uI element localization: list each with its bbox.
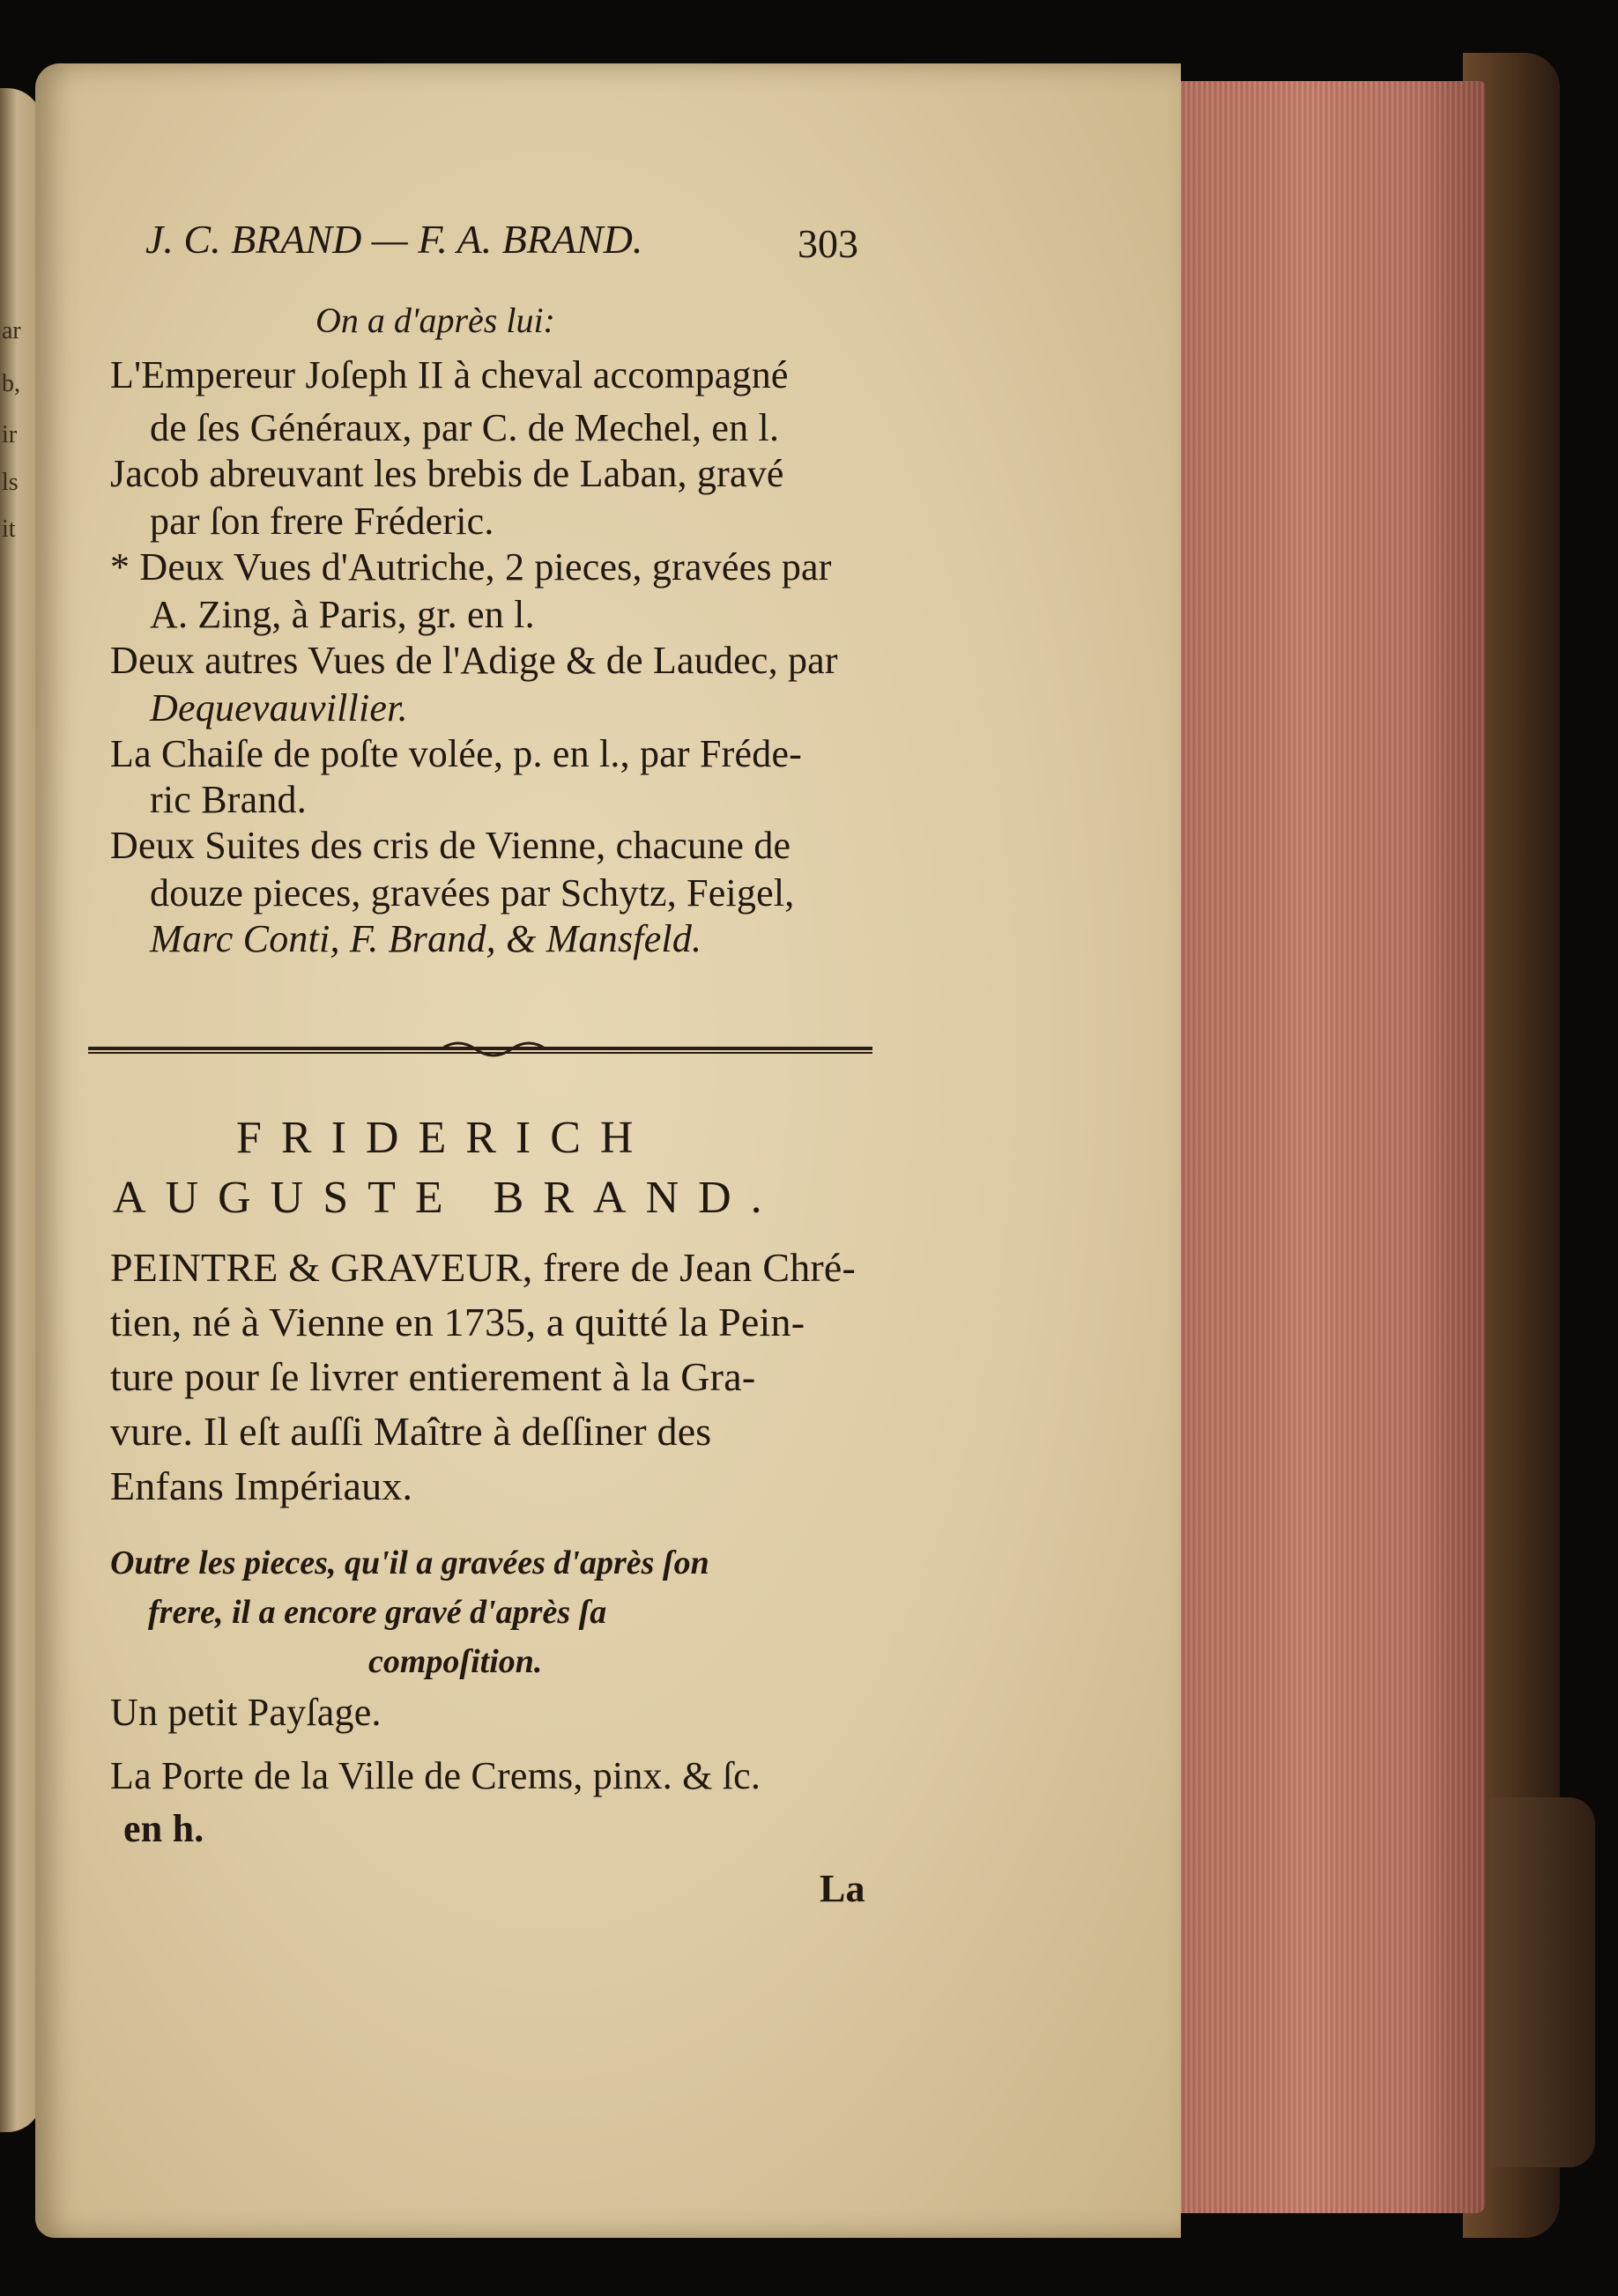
entry-line: Deux autres Vues de l'Adige & de Laudec, par [110,639,838,682]
red-page-fore-edge [1159,81,1485,2213]
entry-line: La Porte de la Ville de Crems, pinx. & ſc. [110,1754,761,1797]
entry-line: Jacob abreuvant les brebis de Laban, gravé [110,452,784,495]
title-line-1: FRIDERICH [236,1113,653,1163]
bio-line: Enfans Impériaux. [110,1463,413,1508]
entry-line: * Deux Vues d'Autriche, 2 pieces, gravées par [110,545,832,589]
entry-line: ric Brand. [150,778,307,821]
entry-line: A. Zing, à Paris, gr. en l. [150,593,535,636]
bio-line: vure. Il eſt auſſi Maître à deſſiner des [110,1409,712,1454]
bio-line: ture pour ſe livrer entierement à la Gra- [110,1354,756,1399]
left-page-fragment: ar [2,317,21,344]
after-intro: On a d'après lui: [315,300,555,340]
page-number: 303 [798,221,858,266]
left-page-fragment: ir [2,421,18,448]
left-page-fragment: it [2,515,16,543]
outre-line: compoſition. [368,1643,543,1680]
entry-line: douze pieces, gravées par Schytz, Feigel, [150,871,795,915]
entry-line: en h. [123,1807,204,1850]
running-head: J. C. BRAND — F. A. BRAND. [145,217,643,262]
entry-line: Marc Conti, F. Brand, & Mansfeld. [150,917,702,960]
entry-line: Un petit Payſage. [110,1691,382,1734]
entry-line: par ſon frere Fréderic. [150,500,494,543]
title-line-2: AUGUSTE BRAND. [113,1173,782,1223]
outre-line: frere, il a encore gravé d'après ſa [148,1594,607,1631]
outre-line: Outre les pieces, qu'il a gravées d'après ſon [110,1544,709,1581]
left-page-fragment: ls [2,469,19,496]
catchword: La [820,1867,865,1910]
entry-line: de ſes Généraux, par C. de Mechel, en l. [150,406,780,449]
entry-line: Dequevauvillier. [150,686,408,730]
entry-line: La Chaiſe de poſte volée, p. en l., par Fréde- [110,732,803,775]
bio-line: tien, né à Vienne en 1735, a quitté la Pein- [110,1300,805,1344]
bio-line: PEINTRE & GRAVEUR, frere de Jean Chré- [110,1245,857,1290]
ornamental-rule [88,1040,872,1059]
entry-line: L'Empereur Joſeph II à cheval accompagné [110,353,789,396]
entry-line: Deux Suites des cris de Vienne, chacune de [110,824,791,867]
book-cover-corner [1489,1797,1595,2167]
left-page-fragment: b, [2,370,20,397]
